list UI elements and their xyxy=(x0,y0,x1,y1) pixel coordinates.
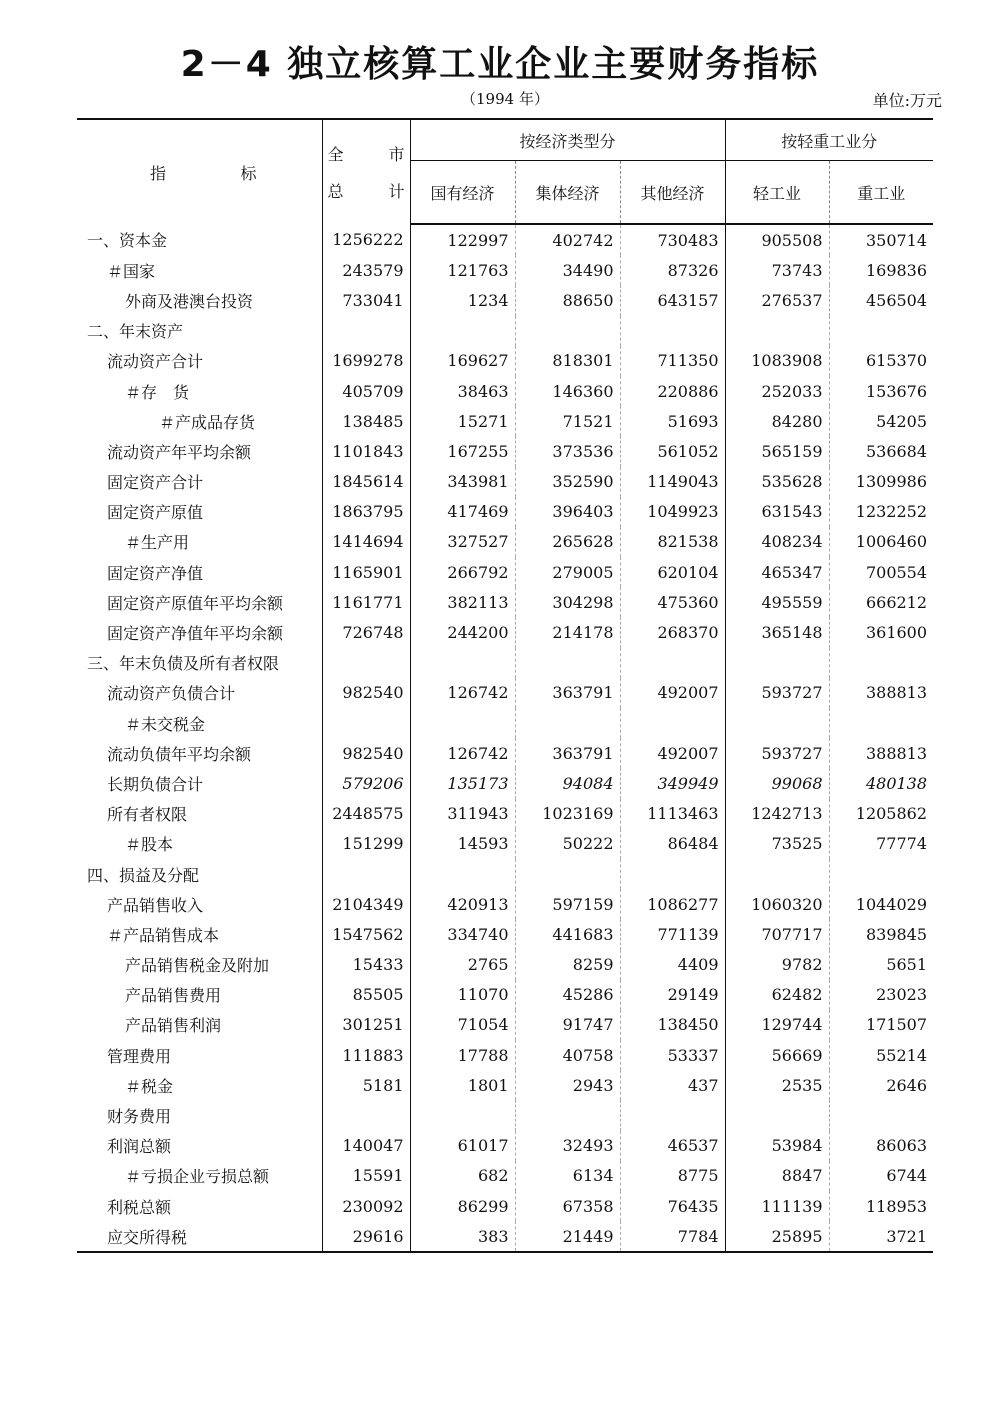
row-value: 561052 xyxy=(620,436,725,466)
economic-type-group-header: 按经济类型分 xyxy=(410,119,725,161)
row-value: 420913 xyxy=(410,889,515,919)
row-value: 707717 xyxy=(725,919,829,949)
row-value xyxy=(725,1100,829,1130)
table-row xyxy=(77,889,933,919)
row-value: 146360 xyxy=(515,376,620,406)
row-value: 6134 xyxy=(515,1161,620,1191)
row-value xyxy=(620,1100,725,1130)
row-value: 2448575 xyxy=(322,799,410,829)
row-value: 682 xyxy=(410,1161,515,1191)
row-value: 53984 xyxy=(725,1131,829,1161)
row-value: 839845 xyxy=(865,924,928,944)
page-title: 2－4 独立核算工业企业主要财务指标 xyxy=(180,44,820,85)
row-value: 700554 xyxy=(865,562,928,582)
row-value: 214178 xyxy=(515,617,620,647)
row-value: 3721 xyxy=(829,1221,933,1252)
row-value xyxy=(410,648,515,678)
row-value: 126742 xyxy=(410,738,515,768)
row-value: 71054 xyxy=(410,1010,515,1040)
row-value: 2104349 xyxy=(322,889,410,919)
row-value: 73743 xyxy=(725,255,829,285)
table-row xyxy=(77,406,933,436)
table-row xyxy=(77,1040,933,1070)
row-value: 91747 xyxy=(515,1010,620,1040)
row-value: 1161771 xyxy=(322,587,410,617)
table-row xyxy=(77,436,933,466)
row-label: 二、年末资产 xyxy=(77,316,322,346)
state-economy-header: 国有经济 xyxy=(410,161,515,225)
row-value: 730483 xyxy=(620,224,725,255)
row-value: 140047 xyxy=(322,1131,410,1161)
row-value: 169627 xyxy=(410,346,515,376)
row-label: 四、损益及分配 xyxy=(77,859,322,889)
row-value: 363791 xyxy=(515,678,620,708)
row-value: 383 xyxy=(410,1221,515,1252)
row-value: 593727 xyxy=(725,738,829,768)
row-label: 流动资产合计 xyxy=(77,346,322,376)
row-label: 管理费用 xyxy=(77,1040,322,1070)
row-value: 441683 xyxy=(515,919,620,949)
row-value: 46537 xyxy=(620,1131,725,1161)
row-value: 40758 xyxy=(515,1040,620,1070)
table-row xyxy=(77,587,933,617)
row-value: 495559 xyxy=(725,587,829,617)
row-value: 86484 xyxy=(620,829,725,859)
row-value: 593727 xyxy=(725,678,829,708)
row-value: 5651 xyxy=(886,955,928,975)
row-value: 1044029 xyxy=(855,894,928,914)
row-value: 94084 xyxy=(515,768,620,798)
table-body xyxy=(77,224,933,1252)
row-label: 财务费用 xyxy=(77,1100,322,1130)
indicator-header xyxy=(77,119,322,224)
row-value xyxy=(829,316,933,346)
row-value: 85505 xyxy=(322,980,410,1010)
table-row xyxy=(77,1010,933,1040)
row-value: 61017 xyxy=(410,1131,515,1161)
row-value: 437 xyxy=(620,1070,725,1100)
row-value: 1205862 xyxy=(855,804,928,824)
row-value: 138485 xyxy=(322,406,410,436)
row-label: ＃产成品存货 xyxy=(77,406,322,436)
row-value: 1023169 xyxy=(515,799,620,829)
row-value: 135173 xyxy=(410,768,515,798)
row-value: 711350 xyxy=(620,346,725,376)
row-value: 388813 xyxy=(865,743,928,763)
row-value: 111883 xyxy=(322,1040,410,1070)
total-header-char-3: 总 xyxy=(327,182,344,201)
row-value xyxy=(829,859,933,889)
row-value: 279005 xyxy=(515,557,620,587)
row-value xyxy=(410,316,515,346)
row-label: 固定资产原值 xyxy=(77,497,322,527)
row-value: 76435 xyxy=(620,1191,725,1221)
row-value xyxy=(725,316,829,346)
table-row xyxy=(77,557,933,587)
row-value: 1845614 xyxy=(322,467,410,497)
row-value: 1165901 xyxy=(322,557,410,587)
row-label: 流动负债年平均余额 xyxy=(77,738,322,768)
row-value: 311943 xyxy=(410,799,515,829)
row-value: 492007 xyxy=(620,738,725,768)
row-value: 268370 xyxy=(620,617,725,647)
row-value: 276537 xyxy=(725,285,829,315)
row-value: 771139 xyxy=(620,919,725,949)
row-label: 三、年末负债及所有者权限 xyxy=(77,648,322,678)
row-label: 流动资产负债合计 xyxy=(77,678,322,708)
row-value: 67358 xyxy=(515,1191,620,1221)
row-value xyxy=(410,859,515,889)
row-label: 应交所得税 xyxy=(77,1221,322,1252)
row-value: 1699278 xyxy=(322,346,410,376)
row-value: 32493 xyxy=(515,1131,620,1161)
row-value: 615370 xyxy=(865,351,928,371)
row-value: 244200 xyxy=(410,617,515,647)
row-label: 固定资产净值 xyxy=(77,557,322,587)
row-label: ＃国家 xyxy=(77,255,322,285)
row-value: 71521 xyxy=(515,406,620,436)
table-row xyxy=(77,708,933,738)
table-row xyxy=(77,768,933,798)
total-header-char-4: 计 xyxy=(388,182,405,201)
row-label: 固定资产原值年平均余额 xyxy=(77,587,322,617)
row-value: 361600 xyxy=(865,623,928,643)
row-value: 1242713 xyxy=(725,799,829,829)
row-label: ＃产品销售成本 xyxy=(77,919,322,949)
financial-indicators-table xyxy=(77,118,933,1253)
row-value: 121763 xyxy=(410,255,515,285)
row-value: 2943 xyxy=(515,1070,620,1100)
row-value: 349949 xyxy=(620,768,725,798)
row-value: 536684 xyxy=(865,441,928,461)
row-value: 38463 xyxy=(410,376,515,406)
row-value: 408234 xyxy=(725,527,829,557)
table-row xyxy=(77,1070,933,1100)
row-value: 88650 xyxy=(515,285,620,315)
row-value: 643157 xyxy=(620,285,725,315)
table-row xyxy=(77,255,933,285)
row-value: 1060320 xyxy=(725,889,829,919)
row-value: 475360 xyxy=(620,587,725,617)
row-value: 1309986 xyxy=(855,472,928,492)
row-value: 327527 xyxy=(410,527,515,557)
row-value: 169836 xyxy=(865,260,928,280)
row-value: 334740 xyxy=(410,919,515,949)
row-label: ＃生产用 xyxy=(77,527,322,557)
row-value: 53337 xyxy=(620,1040,725,1070)
row-value xyxy=(515,1100,620,1130)
row-value: 15591 xyxy=(322,1161,410,1191)
row-value xyxy=(620,708,725,738)
row-value: 2535 xyxy=(725,1070,829,1100)
row-value: 631543 xyxy=(725,497,829,527)
row-value: 821538 xyxy=(620,527,725,557)
row-value: 388813 xyxy=(865,683,928,703)
row-value xyxy=(620,316,725,346)
row-value xyxy=(410,1100,515,1130)
table-row xyxy=(77,224,933,255)
row-label: ＃未交税金 xyxy=(77,708,322,738)
row-value: 535628 xyxy=(725,467,829,497)
row-value: 666212 xyxy=(865,592,928,612)
row-value: 23023 xyxy=(876,985,928,1005)
row-label: ＃税金 xyxy=(77,1070,322,1100)
row-value: 818301 xyxy=(515,346,620,376)
row-value: 480138 xyxy=(865,773,928,793)
row-value: 252033 xyxy=(725,376,829,406)
row-value: 171507 xyxy=(865,1015,928,1035)
table-row xyxy=(77,648,933,678)
row-value: 982540 xyxy=(322,738,410,768)
table-row xyxy=(77,527,933,557)
table-row xyxy=(77,1191,933,1221)
row-value: 456504 xyxy=(865,290,928,310)
row-label: 利润总额 xyxy=(77,1131,322,1161)
row-value: 465347 xyxy=(725,557,829,587)
row-value: 492007 xyxy=(620,678,725,708)
row-value: 8259 xyxy=(515,950,620,980)
row-label: 产品销售利润 xyxy=(77,1010,322,1040)
table-row xyxy=(77,799,933,829)
row-value: 167255 xyxy=(410,436,515,466)
row-value: 15433 xyxy=(322,950,410,980)
row-value: 2765 xyxy=(410,950,515,980)
row-value: 153676 xyxy=(865,381,928,401)
row-value: 11070 xyxy=(410,980,515,1010)
row-label: 流动资产年平均余额 xyxy=(77,436,322,466)
row-label: 产品销售税金及附加 xyxy=(77,950,322,980)
row-value xyxy=(322,859,410,889)
row-label: 外商及港澳台投资 xyxy=(77,285,322,315)
row-value: 579206 xyxy=(322,768,410,798)
row-value xyxy=(322,708,410,738)
row-value: 14593 xyxy=(410,829,515,859)
row-value: 122997 xyxy=(410,224,515,255)
row-value: 54205 xyxy=(876,411,928,431)
table-row xyxy=(77,738,933,768)
row-value: 73525 xyxy=(725,829,829,859)
row-value: 99068 xyxy=(725,768,829,798)
row-value: 1086277 xyxy=(620,889,725,919)
row-value: 86299 xyxy=(410,1191,515,1221)
row-value: 1006460 xyxy=(855,532,928,552)
row-value: 8847 xyxy=(725,1161,829,1191)
table-row xyxy=(77,497,933,527)
row-value: 733041 xyxy=(322,285,410,315)
row-value xyxy=(725,648,829,678)
other-economy-header: 其他经济 xyxy=(620,161,725,225)
row-value: 382113 xyxy=(410,587,515,617)
row-label: 一、资本金 xyxy=(77,224,322,255)
row-value: 56669 xyxy=(725,1040,829,1070)
row-label: 产品销售费用 xyxy=(77,980,322,1010)
row-value: 405709 xyxy=(322,376,410,406)
row-value: 1083908 xyxy=(725,346,829,376)
row-value xyxy=(620,859,725,889)
table-row xyxy=(77,1221,933,1252)
table-row xyxy=(77,829,933,859)
row-value: 8775 xyxy=(620,1161,725,1191)
row-value xyxy=(515,316,620,346)
table-row xyxy=(77,285,933,315)
row-label: 利税总额 xyxy=(77,1191,322,1221)
row-value: 301251 xyxy=(322,1010,410,1040)
row-label: ＃股本 xyxy=(77,829,322,859)
table-row xyxy=(77,678,933,708)
row-value: 118953 xyxy=(865,1196,928,1216)
row-value: 402742 xyxy=(515,224,620,255)
row-value: 84280 xyxy=(725,406,829,436)
row-value xyxy=(620,648,725,678)
row-value xyxy=(829,648,933,678)
table-row xyxy=(77,859,933,889)
row-label: 长期负债合计 xyxy=(77,768,322,798)
row-value: 373536 xyxy=(515,436,620,466)
row-value xyxy=(515,859,620,889)
row-value: 34490 xyxy=(515,255,620,285)
row-value: 25895 xyxy=(725,1221,829,1252)
row-value: 266792 xyxy=(410,557,515,587)
row-value: 129744 xyxy=(725,1010,829,1040)
row-value: 17788 xyxy=(410,1040,515,1070)
indicator-header-char-1: 指 xyxy=(150,163,167,183)
table-row xyxy=(77,467,933,497)
row-value: 1414694 xyxy=(322,527,410,557)
row-value xyxy=(322,648,410,678)
table-row xyxy=(77,919,933,949)
row-value: 982540 xyxy=(322,678,410,708)
row-value xyxy=(515,648,620,678)
row-label: 产品销售收入 xyxy=(77,889,322,919)
row-value: 111139 xyxy=(725,1191,829,1221)
row-value: 726748 xyxy=(322,617,410,647)
row-value: 126742 xyxy=(410,678,515,708)
row-value xyxy=(829,708,933,738)
row-value xyxy=(410,708,515,738)
row-value: 620104 xyxy=(620,557,725,587)
row-value: 86063 xyxy=(876,1136,928,1156)
row-value: 5181 xyxy=(322,1070,410,1100)
row-value: 304298 xyxy=(515,587,620,617)
row-value: 6744 xyxy=(886,1166,928,1186)
row-value: 1234 xyxy=(410,285,515,315)
row-value: 1113463 xyxy=(620,799,725,829)
table-row xyxy=(77,346,933,376)
heavy-industry-header: 重工业 xyxy=(829,161,933,225)
year-caption: （1994 年） xyxy=(461,90,549,108)
row-value: 7784 xyxy=(620,1221,725,1252)
row-value: 220886 xyxy=(620,376,725,406)
row-value: 343981 xyxy=(410,467,515,497)
row-value: 417469 xyxy=(410,497,515,527)
row-label: 固定资产合计 xyxy=(77,467,322,497)
city-total-header xyxy=(322,119,410,224)
row-value: 243579 xyxy=(322,255,410,285)
table-row xyxy=(77,950,933,980)
row-value: 1801 xyxy=(410,1070,515,1100)
row-value xyxy=(515,708,620,738)
row-value: 365148 xyxy=(725,617,829,647)
table-row xyxy=(77,1161,933,1191)
row-value: 29616 xyxy=(322,1221,410,1252)
row-value: 1256222 xyxy=(322,224,410,255)
table-row xyxy=(77,316,933,346)
row-value: 9782 xyxy=(725,950,829,980)
row-value xyxy=(829,1100,933,1130)
total-header-char-2: 市 xyxy=(388,145,405,164)
row-value: 29149 xyxy=(620,980,725,1010)
row-value xyxy=(322,1100,410,1130)
table-row xyxy=(77,617,933,647)
row-value: 396403 xyxy=(515,497,620,527)
row-value: 363791 xyxy=(515,738,620,768)
row-value: 597159 xyxy=(515,889,620,919)
row-value: 1049923 xyxy=(620,497,725,527)
row-value: 1863795 xyxy=(322,497,410,527)
table-row xyxy=(77,1100,933,1130)
row-value: 905508 xyxy=(725,224,829,255)
row-value: 62482 xyxy=(725,980,829,1010)
row-value: 352590 xyxy=(515,467,620,497)
row-value: 138450 xyxy=(620,1010,725,1040)
row-value xyxy=(322,316,410,346)
row-label: 所有者权限 xyxy=(77,799,322,829)
row-value: 1101843 xyxy=(322,436,410,466)
collective-economy-header: 集体经济 xyxy=(515,161,620,225)
table-row xyxy=(77,980,933,1010)
total-header-char-1: 全 xyxy=(327,145,344,164)
unit-label: 单位:万元 xyxy=(872,91,942,110)
row-value: 55214 xyxy=(876,1045,928,1065)
row-value: 87326 xyxy=(620,255,725,285)
row-value: 2646 xyxy=(886,1075,928,1095)
light-industry-header: 轻工业 xyxy=(725,161,829,225)
row-value: 50222 xyxy=(515,829,620,859)
row-value: 45286 xyxy=(515,980,620,1010)
row-value: 4409 xyxy=(620,950,725,980)
indicator-header-char-2: 标 xyxy=(240,163,257,183)
industry-type-group-header: 按轻重工业分 xyxy=(725,119,933,161)
row-label: 固定资产净值年平均余额 xyxy=(77,617,322,647)
row-value: 77774 xyxy=(876,834,928,854)
row-value: 230092 xyxy=(322,1191,410,1221)
row-value: 21449 xyxy=(515,1221,620,1252)
row-value: 51693 xyxy=(620,406,725,436)
row-label: ＃亏损企业亏损总额 xyxy=(77,1161,322,1191)
row-value: 151299 xyxy=(322,829,410,859)
row-value: 1232252 xyxy=(855,502,928,522)
table-row xyxy=(77,376,933,406)
row-value: 350714 xyxy=(865,230,928,250)
row-value: 1149043 xyxy=(620,467,725,497)
row-value: 565159 xyxy=(725,436,829,466)
row-label: ＃存 货 xyxy=(77,376,322,406)
row-value xyxy=(725,708,829,738)
financial-indicators-table-wrap xyxy=(77,118,933,1253)
row-value: 1547562 xyxy=(322,919,410,949)
table-row xyxy=(77,1131,933,1161)
row-value: 15271 xyxy=(410,406,515,436)
row-value xyxy=(725,859,829,889)
row-value: 265628 xyxy=(515,527,620,557)
